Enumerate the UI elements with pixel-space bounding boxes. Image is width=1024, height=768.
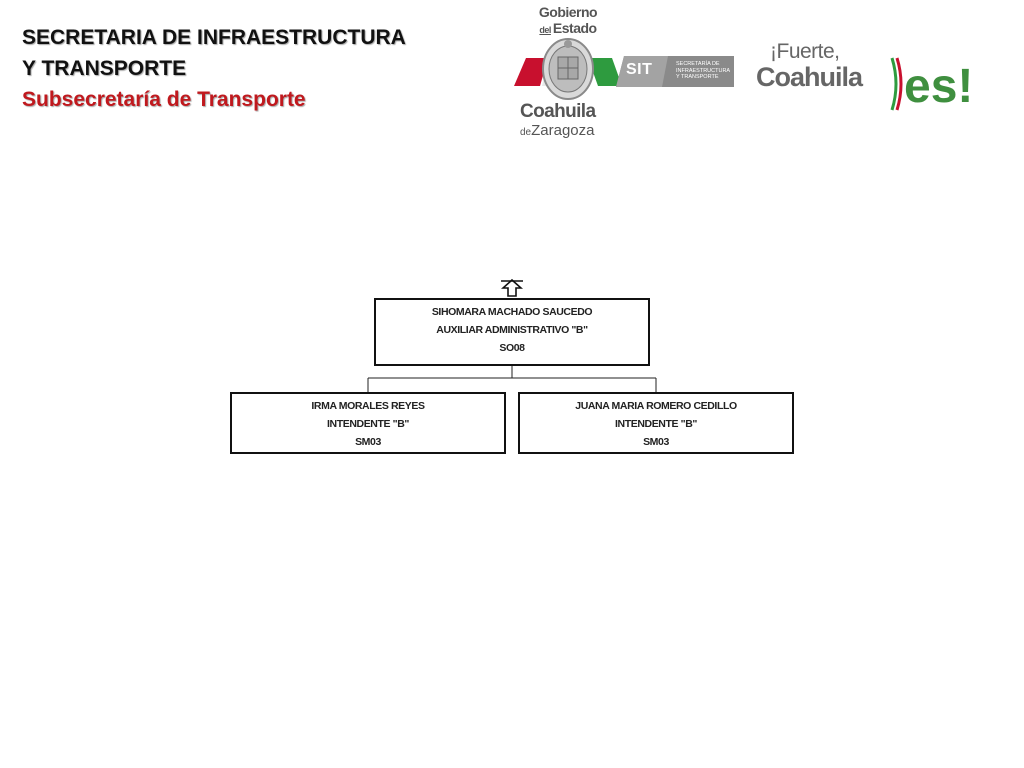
sit-acronym: SIT — [626, 61, 653, 78]
state-seal-icon — [512, 38, 624, 100]
de-text: de — [520, 127, 532, 138]
node-code: SM03 — [643, 436, 669, 448]
title-line-1: SECRETARIA DE INFRAESTRUCTURA — [22, 26, 406, 49]
sit-desc-line-2: INFRAESTRUCTURA — [676, 67, 731, 74]
page-title — [22, 22, 406, 115]
es-mark-icon — [890, 54, 988, 112]
org-node-top — [374, 298, 650, 366]
node-code: SM03 — [355, 436, 381, 448]
gobierno-del-estado-wordmark — [536, 4, 600, 38]
subtitle: Subsecretaría de Transporte — [22, 88, 306, 111]
coahuila-campaign-text: Coahuila — [756, 62, 863, 92]
node-name: JUANA MARIA ROMERO CEDILLO — [575, 400, 737, 412]
gobierno-coahuila-logo — [512, 4, 624, 140]
node-position: INTENDENTE "B" — [615, 418, 697, 430]
sit-desc-line-1: SECRETARÍA DE — [676, 61, 720, 67]
coahuila-text: Coahuila — [520, 101, 596, 122]
node-name: IRMA MORALES REYES — [311, 400, 425, 412]
sit-description — [676, 61, 732, 81]
org-node-subordinate-1 — [230, 392, 506, 454]
node-code: SO08 — [499, 342, 525, 354]
sit-logo — [616, 56, 734, 87]
title-line-2: Y TRANSPORTE — [22, 57, 187, 80]
fuerte-coahuila-es-logo — [752, 36, 988, 112]
gobierno-text: Gobierno — [538, 4, 598, 20]
estado-text: Estado — [552, 20, 597, 36]
node-position: INTENDENTE "B" — [327, 418, 409, 430]
fuerte-text: ¡Fuerte, — [770, 40, 840, 63]
node-name: SIHOMARA MACHADO SAUCEDO — [431, 306, 593, 318]
zaragoza-text: Zaragoza — [531, 122, 595, 139]
del-text: del — [539, 25, 551, 35]
coahuila-de-zaragoza-wordmark — [520, 102, 624, 140]
sit-desc-line-3: Y TRANSPORTE — [676, 74, 719, 80]
up-arrow-icon[interactable] — [501, 278, 523, 298]
node-position: AUXILIAR ADMINISTRATIVO "B" — [436, 324, 588, 336]
org-node-subordinate-2 — [518, 392, 794, 454]
es-text: es! — [904, 60, 974, 112]
